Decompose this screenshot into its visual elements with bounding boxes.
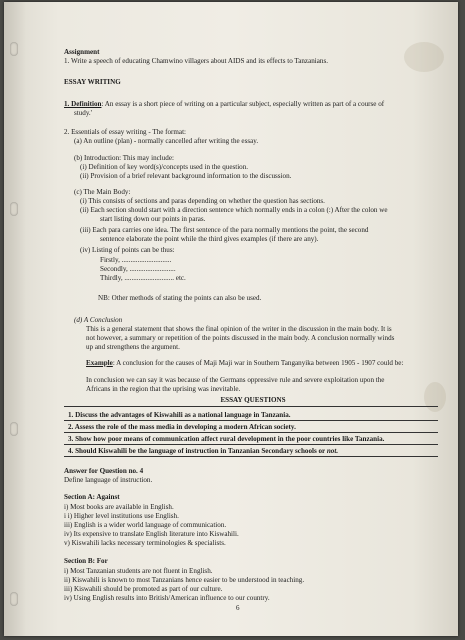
definition-text-cont: study.' <box>74 109 92 117</box>
section-a-item: v) Kiswahili lacks necessary terminologies & specialists. <box>64 539 226 547</box>
nb-note: NB: Other methods of stating the points can also be used. <box>98 294 262 302</box>
divider-rule <box>64 406 438 407</box>
question-item <box>68 447 338 456</box>
main-body-item: (i) This consists of sections and paras depending on whether the question has sections. <box>80 197 325 205</box>
listing-firstly: Firstly, ............................ <box>100 256 172 264</box>
definition-text: : An essay is a short piece of writing on a particular subject, especially written as part of a course of <box>101 100 385 108</box>
assignment-item: 1. Write a speech of educating Chamwino villagers about AIDS and its effects to Tanzanians. <box>64 57 328 65</box>
example-label: Example <box>86 359 113 367</box>
conclusion-text: up and strengthens the argument. <box>86 343 180 351</box>
page-number: 6 <box>236 604 240 612</box>
paper-stain <box>404 42 444 72</box>
example-line <box>86 359 403 368</box>
main-body-item: (iv) Listing of points can be thus: <box>80 246 175 254</box>
example-text: : A conclusion for the causes of Maji Maji war in Southern Tanganyika between 1905 - 1907 could be: <box>112 359 404 367</box>
section-a-item: iii) English is a wider world language of communication. <box>64 521 227 529</box>
section-a-item: i) Most books are available in English. <box>64 503 174 511</box>
section-b-heading: Section B: For <box>64 557 108 565</box>
conclusion-heading: (d) A Conclusion <box>74 316 123 324</box>
page-edge-shadow <box>4 2 26 636</box>
question-4-text: 4. Should Kiswahili be the language of instruction in Tanzanian Secondary schools or <box>68 447 327 455</box>
conclusion-text: not however, a summary or repetition of the points discussed in the main body. A conclusion normally winds <box>86 334 395 342</box>
divider-rule <box>64 456 438 457</box>
listing-secondly: Secondly, .......................... <box>100 265 176 273</box>
main-body-item-cont: start listing down our points in paras. <box>100 215 206 223</box>
section-a-item: iv) Its expensive to translate English literature into Kiswahili. <box>64 530 239 538</box>
binding-hole <box>10 202 18 216</box>
divider-rule <box>64 420 438 421</box>
binding-hole <box>10 592 18 606</box>
definition-label: 1. Definition <box>64 100 102 108</box>
section-b-item: i) Most Tanzanian students are not fluent in English. <box>64 567 213 575</box>
example-body: Africans in the region that the uprising was inevitable. <box>86 385 241 393</box>
section-b-item: iv) Using English results into British/American influence to our country. <box>64 594 270 602</box>
binding-hole <box>10 422 18 436</box>
answer-define: Define language of instruction. <box>64 476 153 484</box>
divider-rule <box>64 444 438 445</box>
answer-heading: Answer for Question no. 4 <box>64 467 144 475</box>
question-item: 2. Assess the role of the mass media in developing a modern African society. <box>68 423 296 431</box>
main-body-line: (c) The Main Body: <box>74 188 131 196</box>
outline-line: (a) An outline (plan) - normally cancelled after writing the essay. <box>74 137 259 145</box>
essay-questions-heading: ESSAY QUESTIONS <box>220 396 286 404</box>
section-b-item: ii) Kiswahili is known to most Tanzanians hence easier to be understood in teaching. <box>64 576 305 584</box>
introduction-item: (ii) Provision of a brief relevant background information to the discussion. <box>80 172 292 180</box>
binding-hole <box>10 42 18 56</box>
main-body-item-cont: sentence elaborate the point while the third gives examples (if there are any). <box>100 235 319 243</box>
question-item: 1. Discuss the advantages of Kiswahili as a national language in Tanzania. <box>68 411 291 419</box>
example-body: In conclusion we can say it was because of the Germans oppressive rule and severe exploitation upon the <box>86 376 385 384</box>
conclusion-text: This is a general statement that shows the final opinion of the writer in the discussion in the main body. It is <box>86 325 392 333</box>
assignment-heading: Assignment <box>64 48 100 56</box>
essentials-line: 2. Essentials of essay writing - The format: <box>64 128 187 136</box>
main-body-item: (ii) Each section should start with a direction sentence which normally ends in a colon (:) After the colon we <box>80 206 388 214</box>
introduction-line: (b) Introduction: This may include: <box>74 154 174 162</box>
section-a-heading: Section A: Against <box>64 493 120 501</box>
section-a-item: i i) Higher level institutions use English. <box>64 512 179 520</box>
listing-thirdly: Thirdly, ............................ etc. <box>100 274 186 282</box>
definition-line <box>64 100 384 109</box>
divider-rule <box>64 432 438 433</box>
document-page <box>4 2 458 636</box>
introduction-item: (i) Definition of key word(s)/concepts used in the question. <box>80 163 249 171</box>
section-b-item: iii) Kiswahili should be promoted as part of our culture. <box>64 585 223 593</box>
essay-writing-heading: ESSAY WRITING <box>64 78 121 86</box>
main-body-item: (iii) Each para carries one idea. The first sentence of the para normally mentions the point, the second <box>80 226 369 234</box>
question-item: 3. Show how poor means of communication affect rural development in the poor countries like Tanzania. <box>68 435 385 443</box>
question-4-not: not. <box>326 447 339 455</box>
